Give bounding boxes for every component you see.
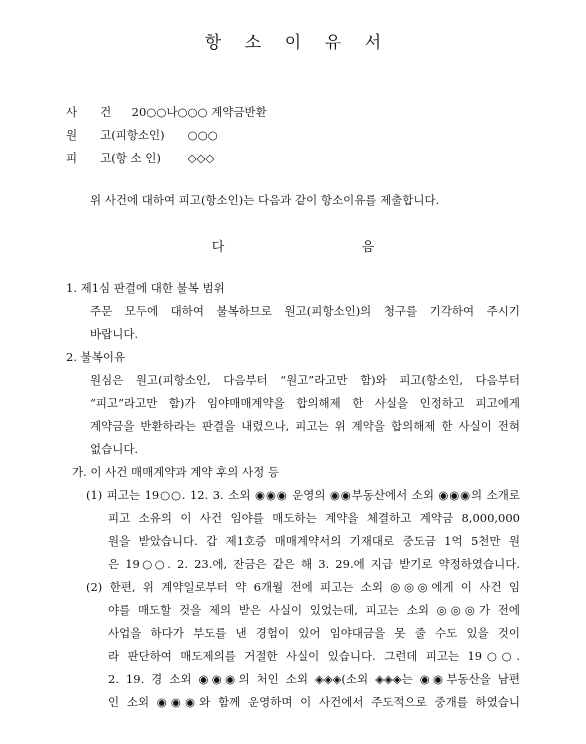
title-char: 서: [364, 33, 382, 53]
case-number-row: [66, 104, 267, 120]
title-char: 항: [204, 33, 222, 53]
paragraph-line: 계약금을 반환하라는 판결을 내렸으나, 피고는 위 계약을 합의해제 한 사실이 전혀: [90, 419, 520, 433]
paragraph-line: 없습니다.: [90, 442, 139, 456]
paragraph-line: 인 소외 ◉◉◉와 함께 운영하며 이 사건에서 주도적으로 중개를 하였습니: [108, 695, 520, 709]
paragraph-line: (1) 피고는 19○○. 12. 3. 소외 ◉◉◉ 운영의 ◉◉부동산에서 소외 ◉◉◉의 소개로: [86, 488, 520, 502]
intro-sentence: 위 사건에 대하여 피고(항소인)는 다음과 같이 항소이유를 제출합니다.: [90, 193, 440, 207]
subsection-heading: 가. 이 사건 매매계약과 계약 후의 사정 등: [72, 465, 279, 479]
title-char: 소: [244, 33, 262, 53]
paragraph-line: (2) 한편, 위 계약일로부터 약 6개월 전에 피고는 소외 ◎◎◎에게 이 사건 임: [86, 580, 520, 594]
paragraph-line: 사업을 하다가 부도를 낸 경험이 있어 임야대금을 못 줄 수도 있을 것이: [108, 626, 520, 640]
title-char: 유: [324, 33, 342, 53]
paragraph-line: 주문 모두에 대하여 불복하므로 원고(피항소인)의 청구를 기각하여 주시기: [90, 304, 520, 318]
paragraph-line: 바랍니다.: [90, 327, 139, 341]
plaintiff-row: [66, 127, 218, 143]
plaintiff-value: ○○○: [187, 128, 218, 142]
defendant-row: [66, 150, 214, 166]
paragraph-line: 2. 19. 경 소외 ◉◉◉의 처인 소외 ◈◈◈(소외 ◈◈◈는 ◉◉부동산을 남편: [108, 672, 520, 686]
paragraph-line: “피고”라고만 함)가 임야매매계약을 합의해제 한 사실을 인정하고 피고에게: [90, 396, 520, 410]
paragraph-line: 은 19○○. 2. 23.에, 잔금은 같은 해 3. 29.에 지급 받기로 약정하였습니다.: [108, 557, 520, 571]
item-2-heading: 2. 불복이유: [66, 350, 126, 364]
case-label: 사 건: [66, 105, 112, 119]
heading-char: 음: [361, 240, 375, 255]
paragraph-line: 야를 매도할 것을 제의 받은 사실이 있었는데, 피고는 소외 ◎◎◎가 전에: [108, 603, 520, 617]
defendant-label: 피 고(항 소 인): [66, 151, 161, 165]
case-value: 20○○나○○○ 계약금반환: [131, 105, 267, 119]
document-title: [0, 28, 586, 53]
paragraph-line: 원심은 원고(피항소인, 다음부터 “원고”라고만 함)와 피고(항소인, 다음부터: [90, 373, 520, 387]
paragraph-line: 원을 받았습니다. 갑 제1호증 매매계약서의 기재대로 중도금 1억 5천만 원: [108, 534, 520, 548]
plaintiff-label: 원 고(피항소인): [66, 128, 165, 142]
item-1-heading: 1. 제1심 판결에 대한 불복 범위: [66, 281, 225, 295]
section-heading: [0, 236, 586, 255]
heading-char: 다: [211, 240, 225, 255]
paragraph-line: 라 판단하여 매도제의를 거절한 사실이 있습니다. 그런데 피고는 19○○.: [108, 649, 520, 663]
defendant-value: ◇◇◇: [187, 151, 215, 165]
paragraph-line: 피고 소유의 이 사건 임야를 매도하는 계약을 체결하고 계약금 8,000,000: [108, 511, 520, 525]
title-char: 이: [284, 33, 302, 53]
